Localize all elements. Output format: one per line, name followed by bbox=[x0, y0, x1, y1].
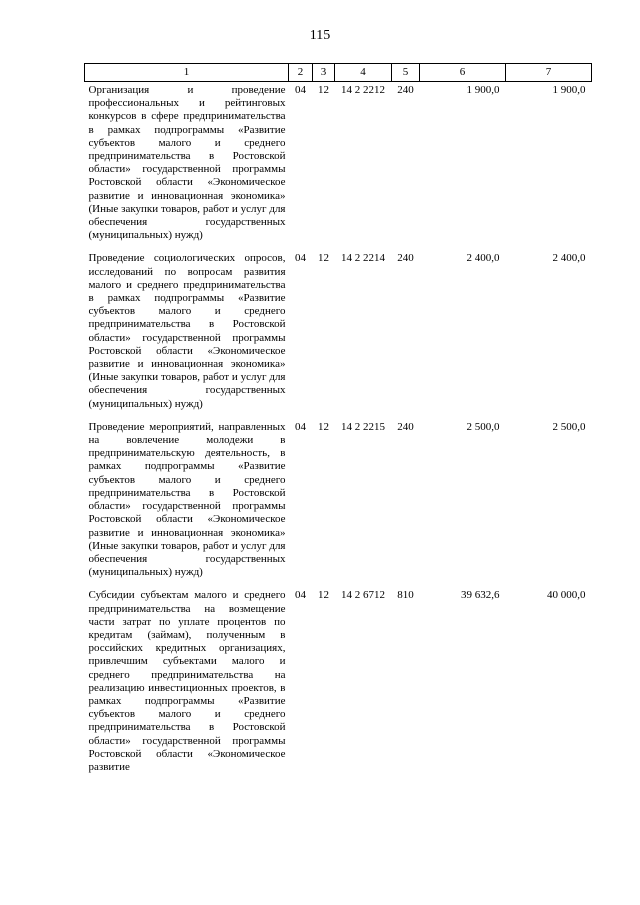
target-article-code: 14 2 2215 bbox=[341, 420, 385, 433]
page-number: 115 bbox=[309, 28, 331, 43]
row-description: Проведение социологических опросов, исследований по вопросам развития малого и среднего предпринимательства в рамках подпрограммы «Развитие субъектов малого и среднего предпринимательства в Ростовской области» государственной программы Ростовской области «Экономическое развитие и инновационная экономика» (Иные закупки товаров, работ и услуг для обеспечения государственных (муниципальных) нужд) bbox=[88, 252, 286, 410]
row-description: Проведение мероприятий, направленных на вовлечение молодежи в предпринимательскую деятельность, в рамках подпрограммы «Развитие субъектов малого и среднего предпринимательства в Ростовской области» государственной программы Ростовской области «Экономическое развитие и инновационная экономика» (Иные закупки товаров, работ и услуг для обеспечения государственных (муниципальных) нужд) bbox=[88, 420, 286, 579]
target-article-code: 14 2 2212 bbox=[341, 84, 385, 96]
amount-col7: 2 400,0 bbox=[552, 252, 586, 265]
amount-col6: 2 400,0 bbox=[466, 252, 500, 265]
column-header-3: 3 bbox=[313, 64, 335, 82]
amount-col7: 40 000,0 bbox=[547, 589, 586, 602]
section-code: 04 bbox=[295, 420, 306, 433]
amount-col6: 2 500,0 bbox=[466, 420, 500, 433]
amount-col7: 2 500,0 bbox=[552, 420, 586, 433]
table-header-row bbox=[85, 64, 592, 82]
subsection-code: 12 bbox=[318, 84, 329, 96]
expense-type-code: 240 bbox=[397, 252, 414, 265]
target-article-code: 14 2 2214 bbox=[341, 252, 385, 265]
column-header-2: 2 bbox=[289, 64, 313, 82]
column-header-4: 4 bbox=[335, 64, 392, 82]
table-row bbox=[85, 82, 592, 251]
expense-type-code: 810 bbox=[397, 589, 414, 602]
amount-col7: 1 900,0 bbox=[552, 84, 586, 96]
column-header-5: 5 bbox=[392, 64, 420, 82]
amount-col6: 1 900,0 bbox=[466, 84, 500, 96]
subsection-code: 12 bbox=[318, 589, 329, 602]
column-header-7: 7 bbox=[506, 64, 592, 82]
target-article-code: 14 2 6712 bbox=[341, 589, 385, 602]
table-row bbox=[85, 419, 592, 587]
subsection-code: 12 bbox=[318, 420, 329, 433]
section-code: 04 bbox=[295, 589, 306, 602]
expense-type-code: 240 bbox=[397, 84, 414, 96]
column-header-6: 6 bbox=[420, 64, 506, 82]
column-header-1: 1 bbox=[85, 64, 289, 82]
budget-table bbox=[84, 63, 592, 782]
table-row bbox=[85, 250, 592, 418]
row-description: Субсидии субъектам малого и среднего предпринимательства на возмещение части затрат по уплате процентов по кредитам (займам), полученным в российских кредитных организациях, привлечшим субъектами малого и среднего предпринимательства на реализацию инвестиционных проектов, в рамках подпрограммы «Развитие субъектов малого и среднего предпринимательства в Ростовской области» государственной программы Ростовской области «Экономическое развитие bbox=[88, 589, 286, 773]
row-description: Организация и проведение профессиональных и рейтинговых конкурсов в сфере предпринимательства в рамках подпрограммы «Развитие субъектов малого и среднего предпринимательства в Ростовской области» государственной программы Ростовской области «Экономическое развитие и инновационная экономика» (Иные закупки товаров, работ и услуг для обеспечения государственных (муниципальных) нужд) bbox=[88, 84, 286, 242]
table-row bbox=[85, 587, 592, 782]
amount-col6: 39 632,6 bbox=[461, 589, 500, 602]
section-code: 04 bbox=[295, 84, 306, 96]
section-code: 04 bbox=[295, 252, 306, 265]
subsection-code: 12 bbox=[318, 252, 329, 265]
expense-type-code: 240 bbox=[397, 420, 414, 433]
